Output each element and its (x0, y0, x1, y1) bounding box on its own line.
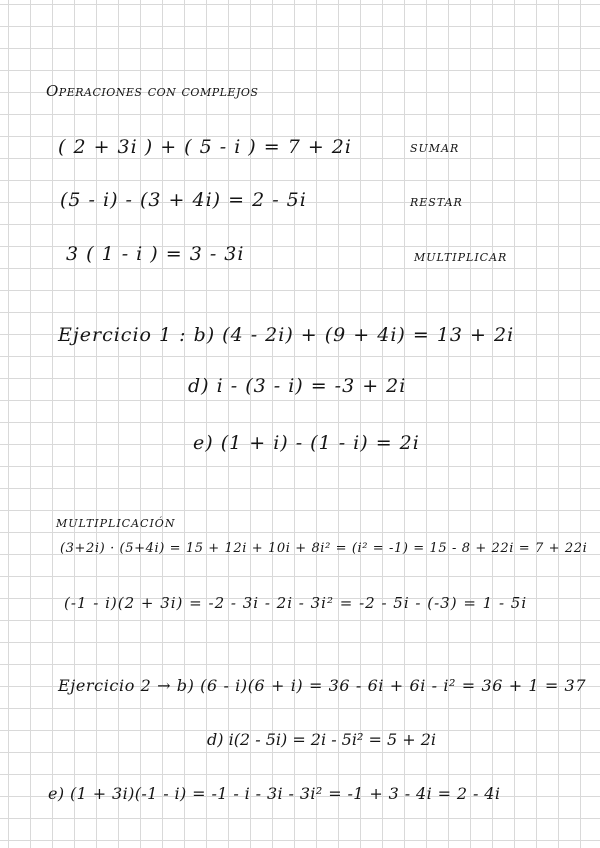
exercise1-e: e) (1 + i) - (1 - i) = 2i (193, 432, 420, 454)
exercise2-e: e) (1 + 3i)(-1 - i) = -1 - i - 3i - 3i² = -1 + 3 - 4i = 2 - 4i (48, 784, 501, 803)
page-title: Operaciones con complejos (46, 82, 259, 100)
multiply-equation: 3 ( 1 - i ) = 3 - 3i (66, 243, 245, 265)
subtract-equation: (5 - i) - (3 + 4i) = 2 - 5i (60, 189, 307, 211)
multiplication-line-2: (-1 - i)(2 + 3i) = -2 - 3i - 2i - 3i² = -2 - 5i - (-3) = 1 - 5i (64, 594, 528, 612)
sum-equation: ( 2 + 3i ) + ( 5 - i ) = 7 + 2i (58, 136, 352, 158)
multiplication-line-1: (3+2i) · (5+4i) = 15 + 12i + 10i + 8i² = (i² = -1) = 15 - 8 + 22i = 7 + 22i (60, 541, 588, 556)
sum-label: SUMAR (410, 142, 460, 155)
exercise1-d: d) i - (3 - i) = -3 + 2i (188, 375, 407, 397)
multiply-label: MULTIPLICAR (414, 251, 508, 264)
exercise2-d: d) i(2 - 5i) = 2i - 5i² = 5 + 2i (207, 730, 437, 749)
subtract-label: RESTAR (410, 196, 463, 209)
multiplication-heading: MULTIPLICACIÓN (56, 517, 176, 530)
exercise2-b: Ejercicio 2 → b) (6 - i)(6 + i) = 36 - 6i + 6i - i² = 36 + 1 = 37 (58, 676, 587, 695)
exercise1-b: Ejercicio 1 : b) (4 - 2i) + (9 + 4i) = 13 + 2i (58, 324, 515, 346)
